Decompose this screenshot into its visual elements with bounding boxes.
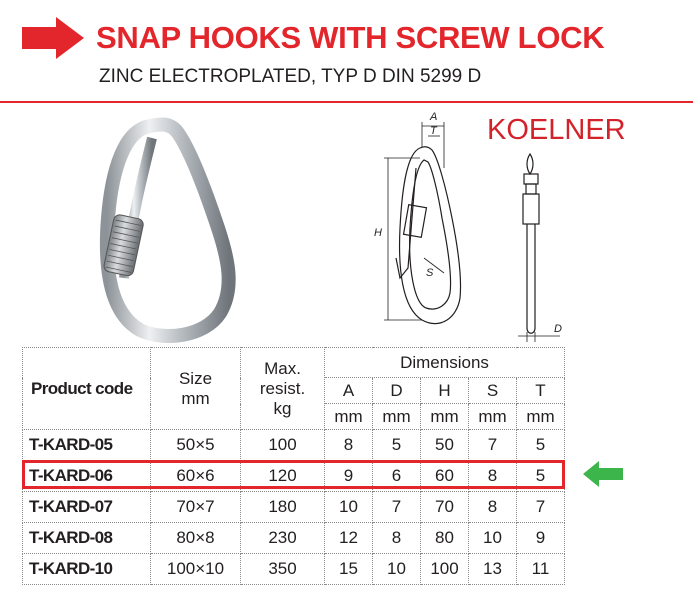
header-dim-t: T [517,378,565,404]
green-left-arrow-icon [583,461,623,487]
cell-code: T-KARD-06 [23,461,151,492]
cell-d: 10 [373,554,421,585]
right-arrow-icon [22,17,84,59]
cell-size: 70×7 [151,492,241,523]
cell-d: 6 [373,461,421,492]
header-resist-line3: kg [273,398,292,418]
table-row [23,523,565,554]
technical-drawing-front [362,108,472,348]
dim-label-d: D [554,323,562,335]
cell-t: 5 [517,430,565,461]
cell-h: 100 [421,554,469,585]
brand-logo-text: KOELNER [487,114,626,146]
cell-code: T-KARD-08 [23,523,151,554]
table-row [23,554,565,585]
cell-s: 10 [469,523,517,554]
cell-h: 80 [421,523,469,554]
cell-d: 5 [373,430,421,461]
page-title: SNAP HOOKS WITH SCREW LOCK [96,20,605,55]
header-size-line2: mm [181,388,210,408]
cell-s: 13 [469,554,517,585]
header-dim-a: A [325,378,373,404]
header-size [151,348,241,430]
cell-a: 15 [325,554,373,585]
cell-h: 70 [421,492,469,523]
row-highlight-box [22,460,565,489]
cell-a: 9 [325,461,373,492]
cell-resist: 100 [241,430,325,461]
cell-d: 8 [373,523,421,554]
header-dim-s: S [469,378,517,404]
cell-resist: 230 [241,523,325,554]
header-dimensions: Dimensions [325,348,565,378]
header-divider [0,101,693,103]
header-resist-line2: resist. [259,378,306,398]
cell-t: 9 [517,523,565,554]
cell-resist: 350 [241,554,325,585]
cell-resist: 180 [241,492,325,523]
cell-t: 5 [517,461,565,492]
cell-size: 60×6 [151,461,241,492]
cell-a: 10 [325,492,373,523]
cell-s: 7 [469,430,517,461]
dim-label-a: A [430,111,438,123]
header-size-line1: Size [178,368,213,388]
cell-h: 60 [421,461,469,492]
cell-t: 11 [517,554,565,585]
header-unit-a: mm [325,404,373,430]
cell-code: T-KARD-07 [23,492,151,523]
cell-s: 8 [469,492,517,523]
snap-hook-photo [80,108,270,343]
cell-size: 100×10 [151,554,241,585]
dim-label-h: H [374,227,382,239]
header-unit-t: mm [517,404,565,430]
header-dim-h: H [421,378,469,404]
cell-s: 8 [469,461,517,492]
cell-resist: 120 [241,461,325,492]
header-resist-line1: Max. [264,358,301,378]
cell-code: T-KARD-10 [23,554,151,585]
table-row [23,492,565,523]
header-unit-d: mm [373,404,421,430]
dim-label-t: T [430,125,437,137]
cell-size: 80×8 [151,523,241,554]
table-row [23,430,565,461]
header-product-code: Product code [23,348,151,430]
cell-a: 8 [325,430,373,461]
dim-label-s: S [426,267,434,279]
cell-code: T-KARD-05 [23,430,151,461]
header-unit-s: mm [469,404,517,430]
header-unit-h: mm [421,404,469,430]
brand-logo [487,114,626,147]
page-subtitle: ZINC ELECTROPLATED, TYP D DIN 5299 D [99,66,482,87]
cell-size: 50×5 [151,430,241,461]
cell-t: 7 [517,492,565,523]
technical-drawing-side [510,150,580,345]
header-max-resist [241,348,325,430]
header-dim-d: D [373,378,421,404]
cell-a: 12 [325,523,373,554]
cell-d: 7 [373,492,421,523]
cell-h: 50 [421,430,469,461]
